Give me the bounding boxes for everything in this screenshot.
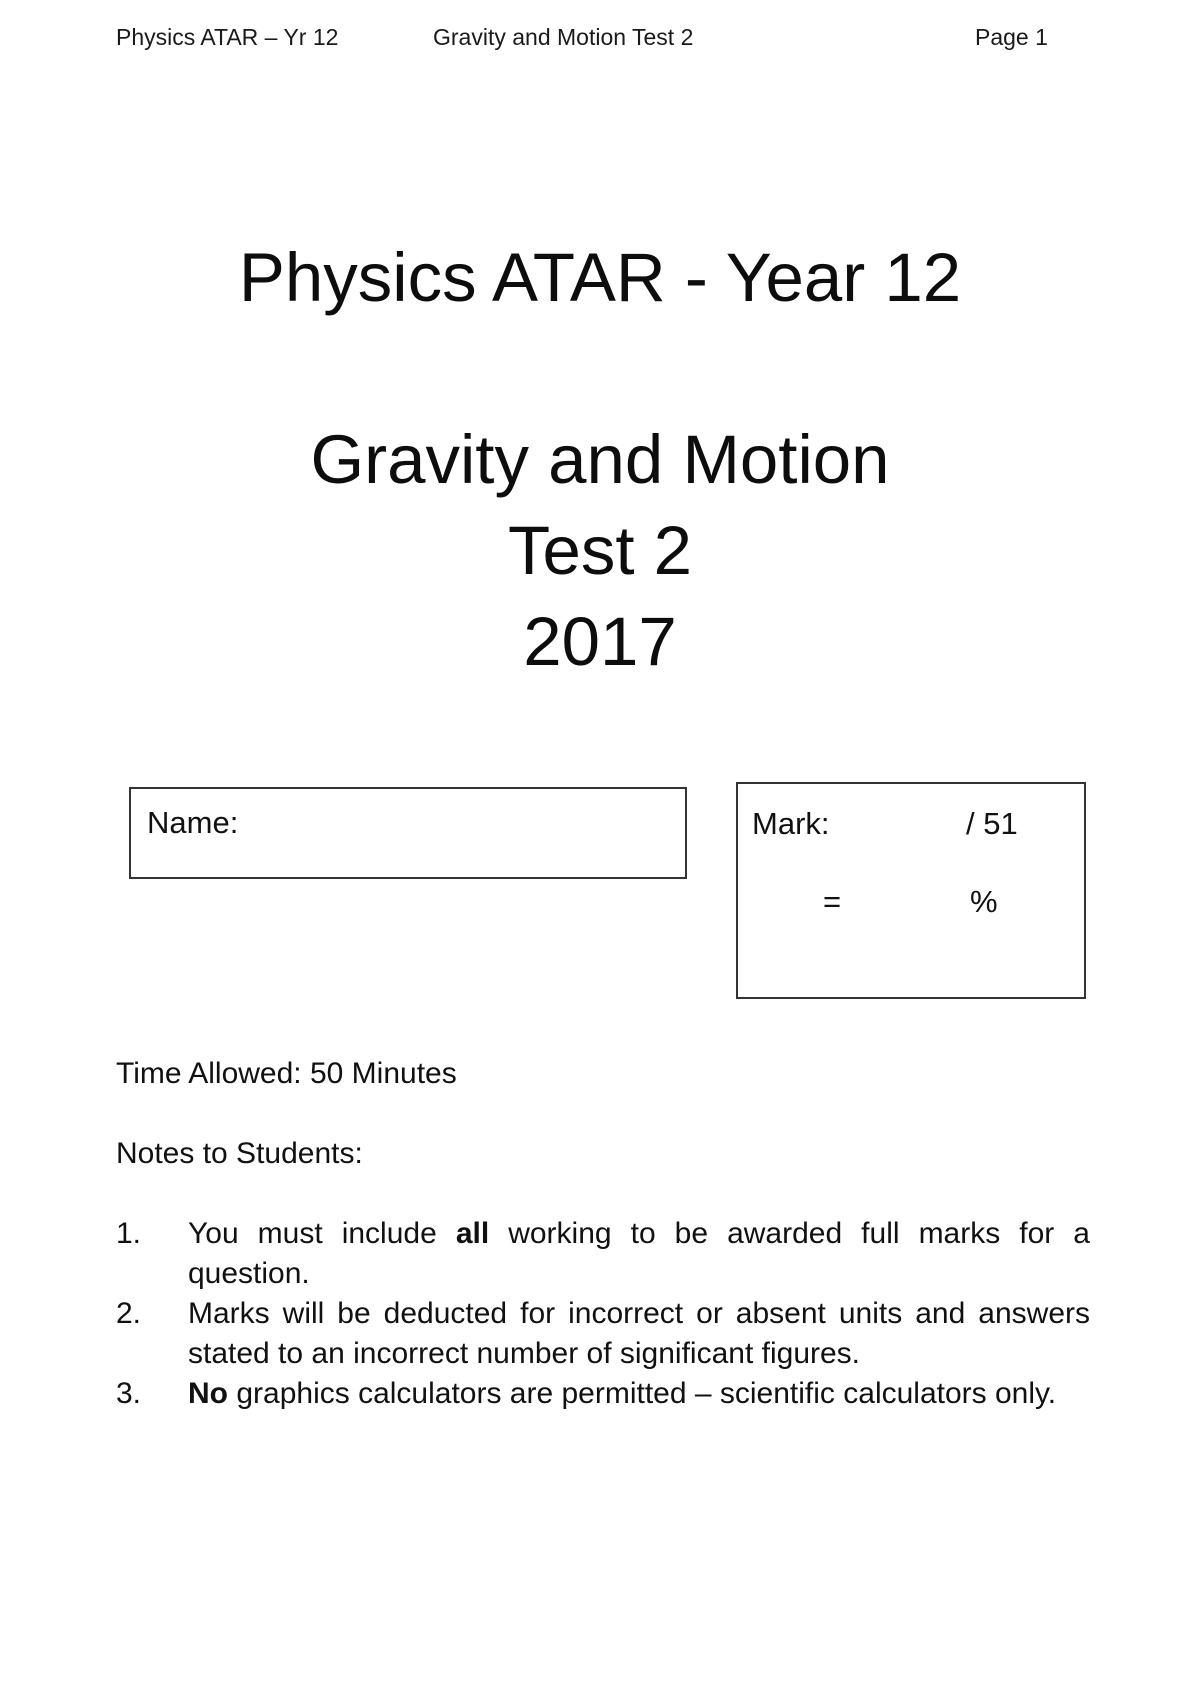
title-year: 2017 bbox=[523, 603, 677, 680]
note-text-part: You must include bbox=[188, 1217, 456, 1250]
note-text bbox=[188, 1294, 1090, 1374]
name-label: Name: bbox=[147, 805, 239, 840]
name-box[interactable] bbox=[129, 787, 687, 879]
mark-percent: % bbox=[970, 884, 998, 919]
running-header bbox=[0, 22, 1200, 52]
note-emphasis: all bbox=[455, 1217, 490, 1250]
note-text-part: working to be awarded full marks for a question. bbox=[188, 1217, 1090, 1290]
notes-heading: Notes to Students: bbox=[116, 1137, 363, 1170]
mark-box bbox=[736, 782, 1086, 999]
title-test: Test 2 bbox=[507, 512, 693, 589]
note-text-part: graphics calculators are permitted – scientific calculators only. bbox=[228, 1377, 1057, 1410]
mark-label: Mark: bbox=[752, 806, 830, 841]
note-item bbox=[116, 1294, 1090, 1374]
title-course-wrapper bbox=[0, 236, 1200, 320]
mark-equals: = bbox=[823, 884, 842, 919]
note-text bbox=[188, 1214, 1090, 1294]
header-test-title: Gravity and Motion Test 2 bbox=[433, 24, 694, 50]
note-text-part: Marks will be deducted for incorrect or absent units and answers stated to an incorrect number of significant figures. bbox=[188, 1297, 1090, 1370]
note-number: 3. bbox=[116, 1377, 142, 1410]
title-topic-wrapper bbox=[0, 418, 1200, 502]
title-year-wrapper bbox=[0, 600, 1200, 684]
title-topic: Gravity and Motion bbox=[310, 421, 890, 498]
title-course: Physics ATAR - Year 12 bbox=[238, 239, 962, 316]
title-test-wrapper bbox=[0, 509, 1200, 593]
header-page-number: Page 1 bbox=[975, 24, 1048, 50]
mark-total: / 51 bbox=[966, 806, 1018, 841]
time-allowed: Time Allowed: 50 Minutes bbox=[116, 1057, 457, 1090]
note-text bbox=[188, 1374, 1090, 1414]
notes-list bbox=[116, 1214, 1090, 1414]
header-course: Physics ATAR – Yr 12 bbox=[116, 24, 339, 50]
note-item bbox=[116, 1374, 1090, 1414]
note-item bbox=[116, 1214, 1090, 1294]
note-number: 1. bbox=[116, 1217, 142, 1250]
note-number: 2. bbox=[116, 1297, 142, 1330]
note-emphasis: No bbox=[188, 1377, 228, 1410]
